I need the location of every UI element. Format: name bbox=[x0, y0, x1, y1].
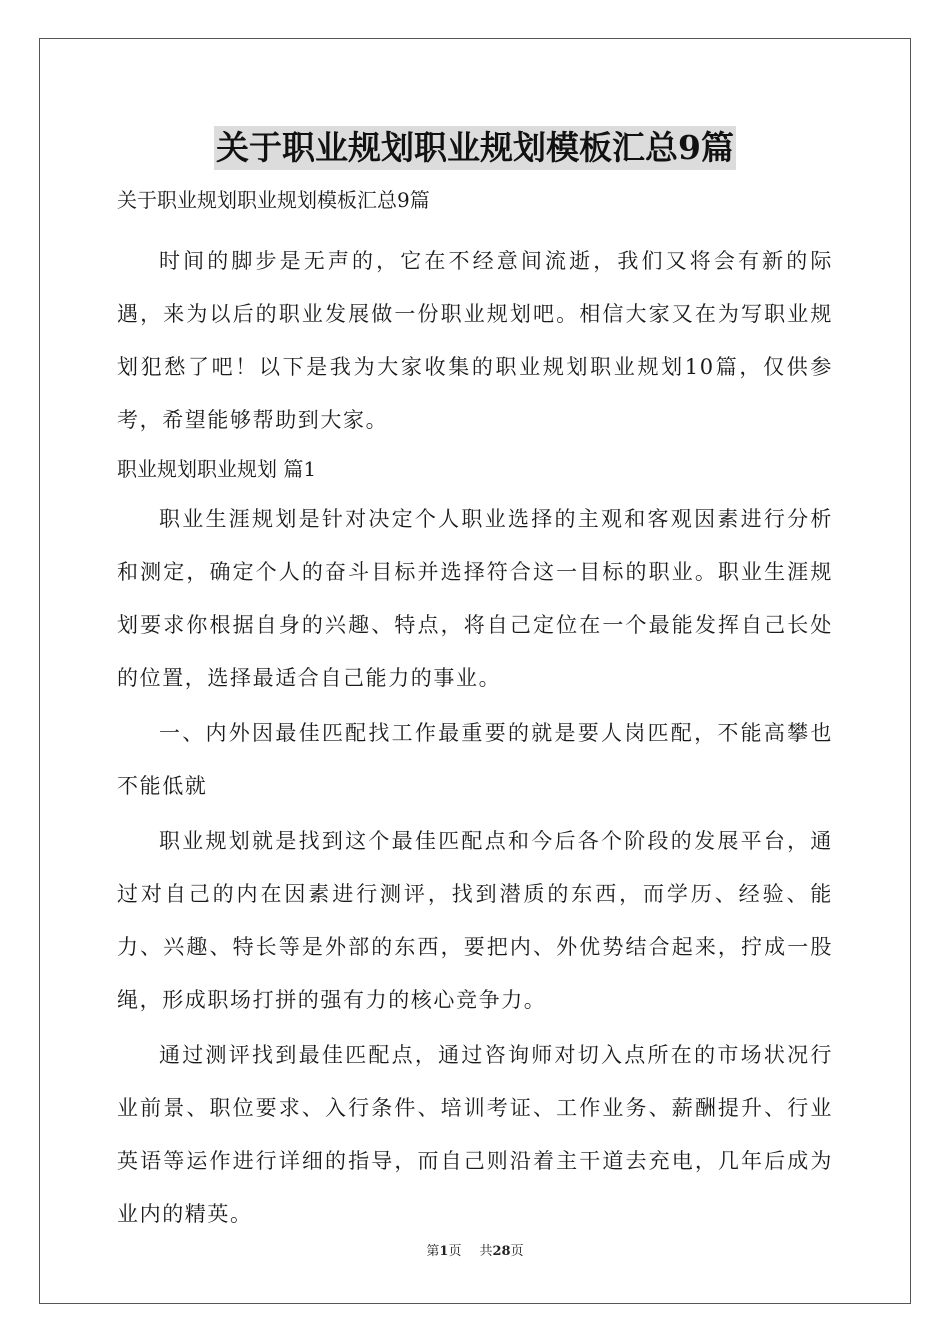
body-paragraph-1: 职业生涯规划是针对决定个人职业选择的主观和客观因素进行分析和测定，确定个人的奋斗目标并选择符合这一目标的职业。职业生涯规划要求你根据自身的兴趣、特点，将自己定位在一个最能发挥自己长处的位置，选择最适合自己能力的事业。 bbox=[117, 507, 833, 690]
document-body bbox=[117, 183, 833, 1243]
page-suffix: 页 bbox=[448, 1244, 462, 1259]
section-heading: 职业规划职业规划 篇1 bbox=[117, 457, 317, 481]
intro-paragraph: 时间的脚步是无声的，它在不经意间流逝，我们又将会有新的际遇，来为以后的职业发展做一份职业规划吧。相信大家又在为写职业规划犯愁了吧！以下是我为大家收集的职业规划职业规划10篇，仅供参考，希望能够帮助到大家。 bbox=[117, 249, 833, 432]
page-number: 1 bbox=[439, 1244, 449, 1259]
body-paragraph-3: 职业规划就是找到这个最佳匹配点和今后各个阶段的发展平台，通过对自己的内在因素进行测评，找到潜质的东西，而学历、经验、能力、兴趣、特长等是外部的东西，要把内、外优势结合起来，拧成一股绳，形成职场打拼的强有力的核心竞争力。 bbox=[117, 829, 833, 1012]
body-paragraph-2: 一、内外因最佳匹配找工作最重要的就是要人岗匹配，不能高攀也不能低就 bbox=[117, 721, 833, 798]
total-prefix: 共 bbox=[479, 1244, 493, 1259]
total-pages: 28 bbox=[492, 1244, 511, 1259]
document-subtitle: 关于职业规划职业规划模板汇总9篇 bbox=[117, 188, 430, 212]
document-title: 关于职业规划职业规划模板汇总9篇 bbox=[214, 126, 736, 170]
page-footer bbox=[0, 1240, 950, 1259]
page-prefix: 第 bbox=[426, 1244, 440, 1259]
total-suffix: 页 bbox=[510, 1244, 524, 1259]
body-paragraph-4: 通过测评找到最佳匹配点，通过咨询师对切入点所在的市场状况行业前景、职位要求、入行条件、培训考证、工作业务、薪酬提升、行业英语等运作进行详细的指导，而自己则沿着主干道去充电，几年后成为业内的精英。 bbox=[117, 1043, 833, 1226]
title-container bbox=[0, 126, 950, 170]
